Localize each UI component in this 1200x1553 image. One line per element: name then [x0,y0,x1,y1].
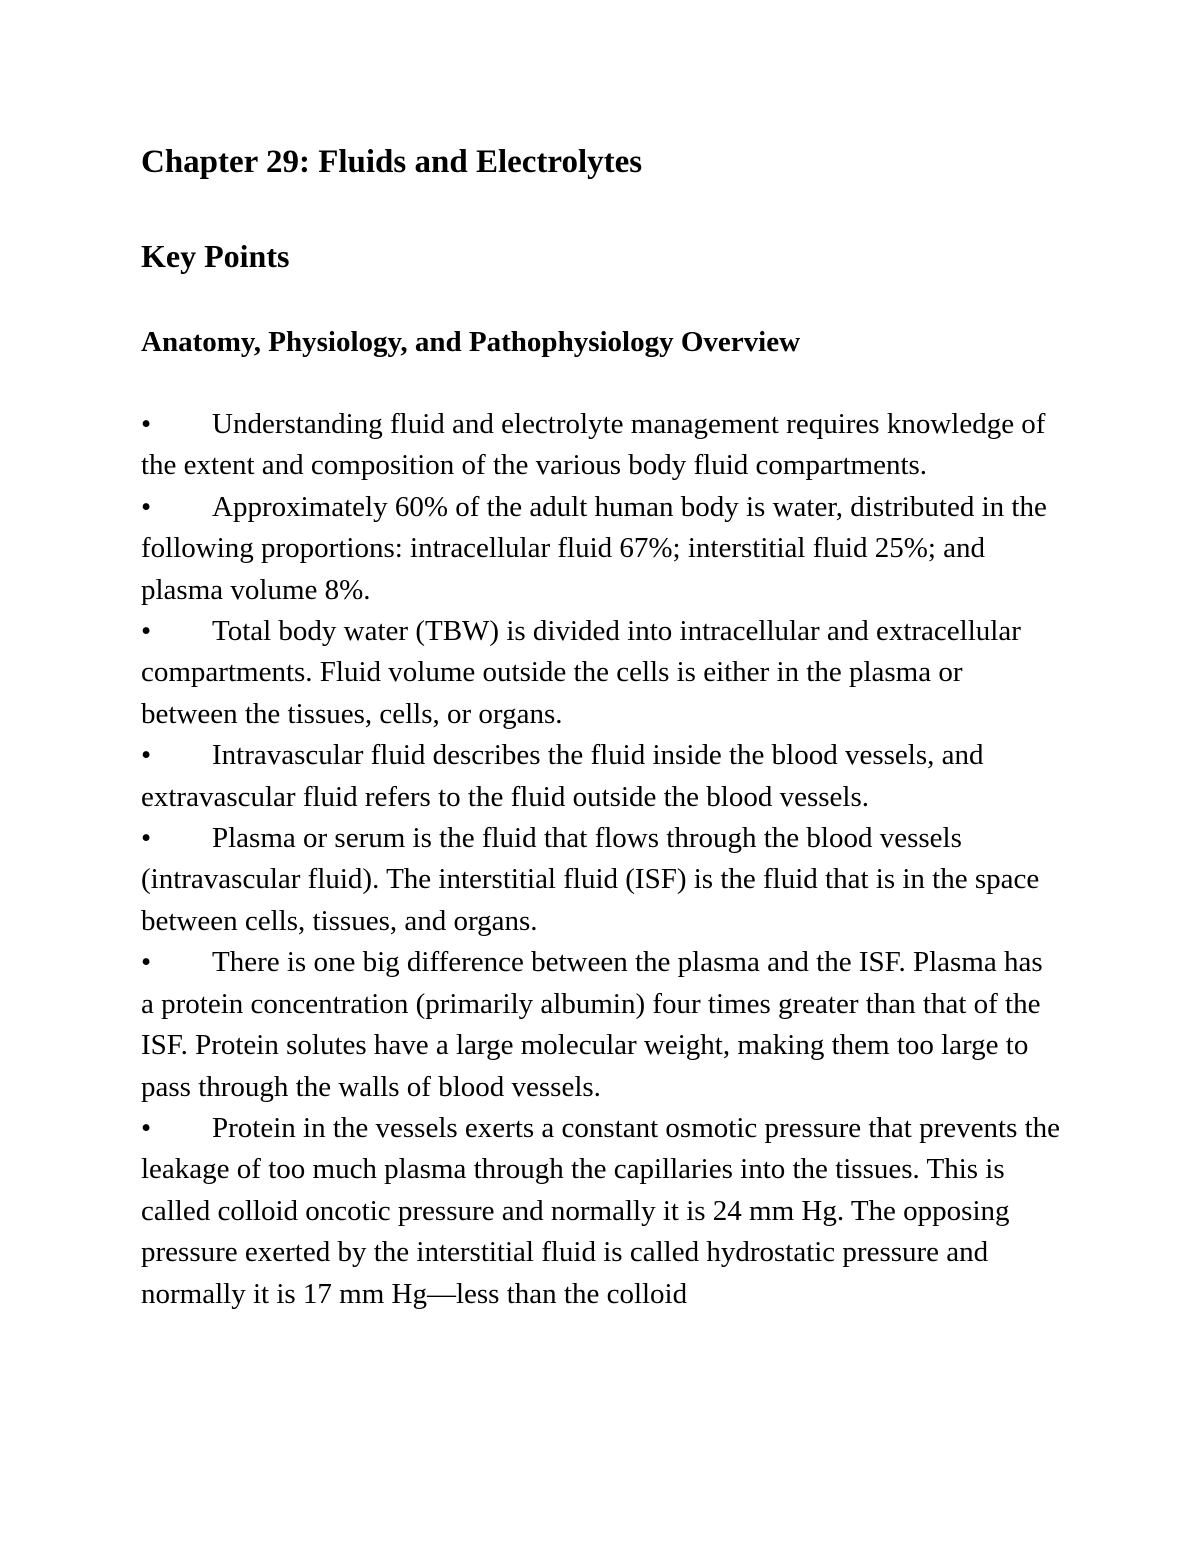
list-item [141,735,1061,818]
list-item-text: There is one big difference between the plasma and the ISF. Plasma has a protein concentration (primarily albumin) four times greater than that of the ISF. Protein solutes have a large molecular weight, making them too large to pass through the walls of blood vessels. [141,946,1043,1103]
bullet-icon: • [141,1111,152,1144]
subsection-title: Anatomy, Physiology, and Pathophysiology Overview [141,326,801,358]
bullet-icon: • [141,822,152,855]
bullet-icon: • [141,490,152,523]
list-item-text: Protein in the vessels exerts a constant osmotic pressure that prevents the leakage of too much plasma through the capillaries into the tissues. This is called colloid oncotic pressure and normally it is 24 mm Hg. The opposing pressure exerted by the interstitial fluid is called hydrostatic pressure and normally it is 17 mm Hg—less than the colloid [141,1111,1061,1310]
list-item-text: Approximately 60% of the adult human body is water, distributed in the following proportions: intracellular fluid 67%; interstitial fluid 25%; and plasma volume 8%. [141,490,1047,606]
list-item [141,487,1061,611]
list-item [141,818,1061,942]
bullet-icon: • [141,615,152,648]
bullet-icon: • [141,946,152,979]
chapter-title: Chapter 29: Fluids and Electrolytes [141,144,643,180]
list-item [141,404,1061,487]
key-points-list [141,404,1061,1315]
list-item-text: Intravascular fluid describes the fluid inside the blood vessels, and extravascular fluid refers to the fluid outside the blood vessels. [141,739,984,813]
bullet-icon: • [141,408,152,440]
list-item [141,942,1061,1108]
list-item-text: Total body water (TBW) is divided into intracellular and extracellular compartments. Fluid volume outside the cells is either in the plasma or between the tissues, cells, or organs. [141,615,1021,730]
bullet-icon: • [141,739,152,772]
list-item [141,1108,1061,1315]
list-item-text: Plasma or serum is the fluid that flows through the blood vessels (intravascular fluid). The interstitial fluid (ISF) is the fluid that is in the space between cells, tissues, and organs. [141,822,1040,937]
list-item-text: Understanding fluid and electrolyte management requires knowledge of the extent and composition of the various body fluid compartments. [141,408,1046,482]
section-title: Key Points [141,238,290,274]
list-item [141,611,1061,735]
